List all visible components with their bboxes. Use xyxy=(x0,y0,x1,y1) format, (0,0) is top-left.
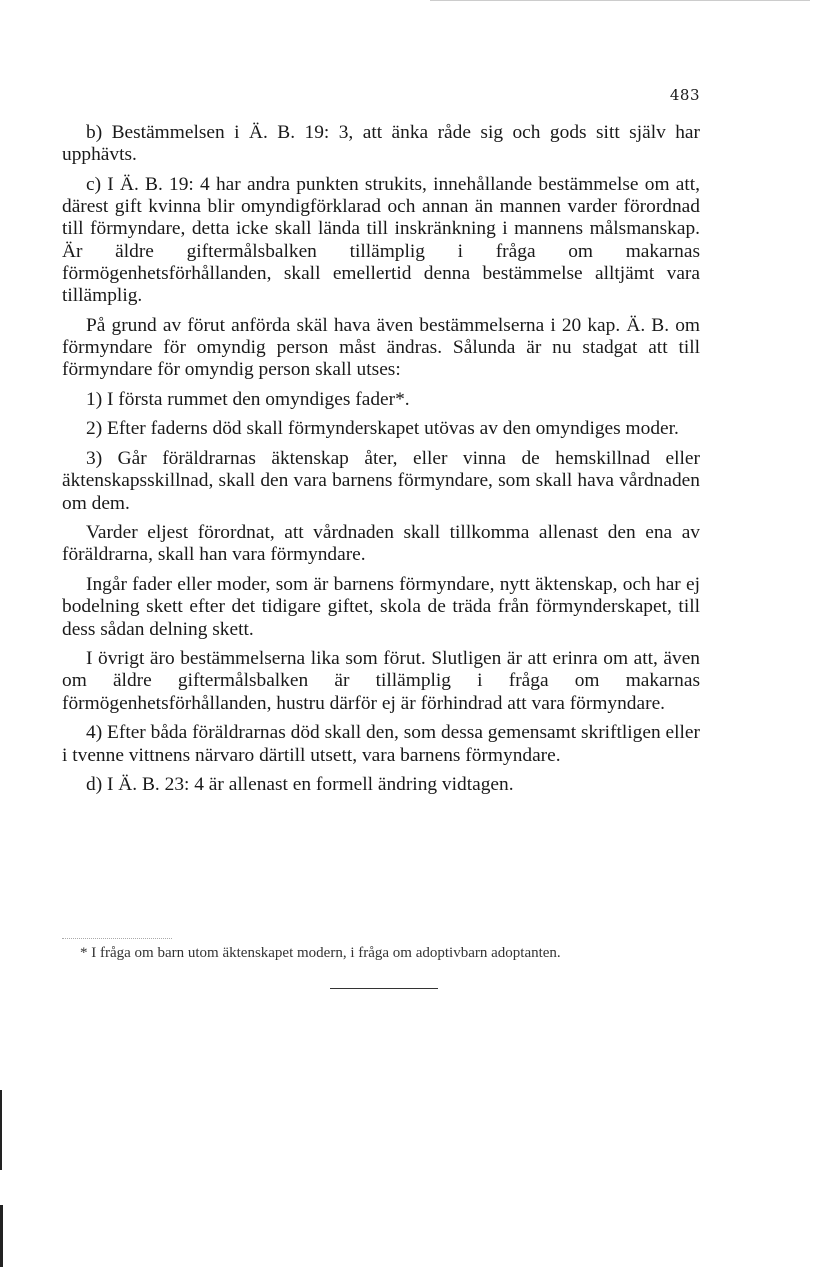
paragraph-b: b) Bestämmelsen i Ä. B. 19: 3, att änka råde sig och gods sitt själv har upphävts. xyxy=(62,122,700,166)
paragraph-i-ovrigt: I övrigt äro bestämmelserna lika som förut. Slutligen är att erinra om att, även om äldre giftermålsbalken är tillämplig i fråga om makarnas förmögenhetsförhållanden, hustru därför ej är förhindrad att vara förmyndare. xyxy=(62,648,700,714)
footnote-text: * I fråga om barn utom äktenskapet modern, i fråga om adoptivbarn adoptanten. xyxy=(80,945,561,961)
list-item-3: 3) Går föräldrarnas äktenskap åter, eller vinna de hemskillnad eller äktenskapsskillnad, skall den vara barnens förmyndare, som skall hava vårdnaden om dem. xyxy=(62,448,700,514)
page-top-edge xyxy=(430,0,810,1)
page-number: 483 xyxy=(669,86,700,104)
scan-edge-mark xyxy=(0,1090,2,1170)
paragraph-ingar: Ingår fader eller moder, som är barnens förmyndare, nytt äktenskap, och har ej bodelning skett efter det tidigare giftet, skola de träda från förmynderskapet, till dess sådan delning skett. xyxy=(62,574,700,640)
list-item-2: 2) Efter faderns död skall förmynderskapet utövas av den omyndiges moder. xyxy=(86,418,679,440)
footnote-separator xyxy=(62,938,172,939)
paragraph-pa-grund: På grund av förut anförda skäl hava även bestämmelserna i 20 kap. Ä. B. om förmyndare för omyndig person måst ändras. Sålunda är nu stadgat att till förmyndare för omyndig person skall utses: xyxy=(62,314,700,381)
list-item-4: 4) Efter båda föräldrarnas död skall den, som dessa gemensamt skriftligen eller i tvenne vittnens närvaro därtill utsett, vara barnens förmyndare. xyxy=(62,722,700,766)
paragraph-varder: Varder eljest förordnat, att vårdnaden skall tillkomma allenast den ena av föräldrarna, skall han vara förmyndare. xyxy=(62,522,700,566)
section-rule xyxy=(330,988,438,989)
paragraph-d: d) I Ä. B. 23: 4 är allenast en formell ändring vidtagen. xyxy=(86,774,514,796)
paragraph-c: c) I Ä. B. 19: 4 har andra punkten strukits, innehållande bestämmelse om att, därest gift kvinna blir omyndigförklarad och annan än mannen varder förordnad till förmyndare, detta icke skall lända till inskränkning i mannens målsmanskap. Är äldre giftermålsbalken tillämplig i fråga om makarnas förmögenhetsförhållanden, skall emellertid denna bestämmelse alltjämt vara tillämplig. xyxy=(62,173,700,306)
list-item-1: 1) I första rummet den omyndiges fader*. xyxy=(86,388,410,410)
body-text xyxy=(62,122,700,804)
footnote xyxy=(62,945,700,961)
scan-edge-mark xyxy=(0,1205,3,1267)
